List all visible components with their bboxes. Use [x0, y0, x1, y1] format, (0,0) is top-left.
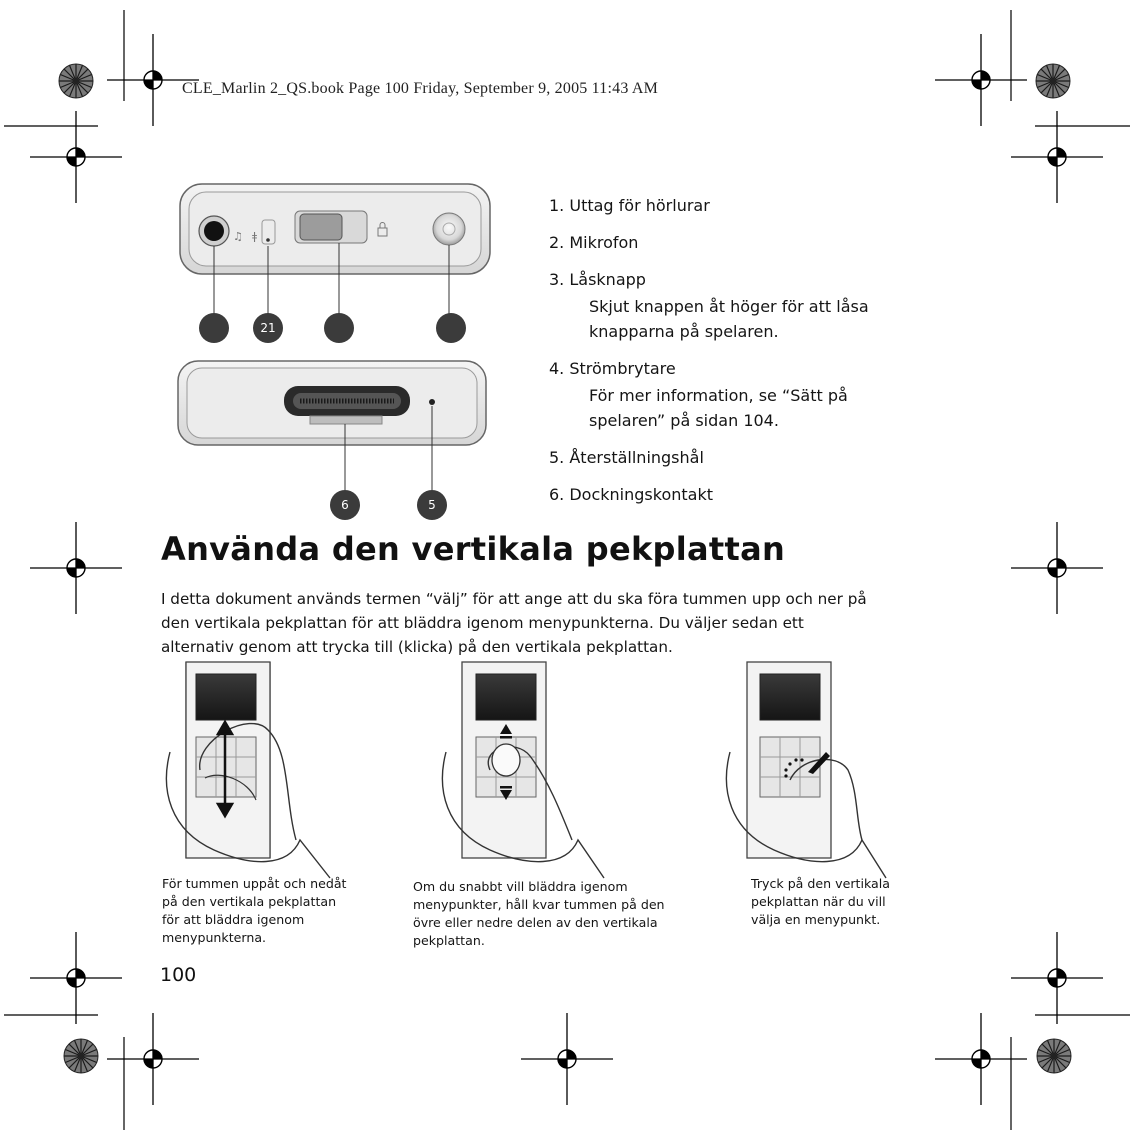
reset-hole: [429, 399, 435, 405]
crop-marks: [4, 10, 1130, 1130]
registration-crosshair-left-middle: [30, 522, 122, 614]
player-screen: [760, 674, 820, 720]
device-bottom-view: [178, 361, 486, 445]
callout-badge: [199, 313, 229, 343]
lock-switch: [295, 211, 367, 243]
page-number: 100: [160, 964, 197, 986]
caption-line: För tummen uppåt och nedåt: [162, 876, 347, 891]
registration-crosshair-header-right: [935, 34, 1027, 126]
caption-hold: [413, 878, 665, 950]
print-slug-header: CLE_Marlin 2_QS.book Page 100 Friday, September 9, 2005 11:43 AM: [182, 80, 659, 97]
caption-press: [751, 875, 890, 929]
legend-item-description: spelaren” på sidan 104.: [589, 411, 779, 430]
legend-item: 6. Dockningskontakt: [549, 485, 713, 504]
callout-badge: [436, 313, 466, 343]
player-screen: [196, 674, 256, 720]
registration-crosshair-right-middle: [1011, 522, 1103, 614]
caption-line: för att bläddra igenom: [162, 912, 305, 927]
player-screen: [476, 674, 536, 720]
registration-burst-bottom-left: [64, 1039, 98, 1073]
caption-line: Om du snabbt vill bläddra igenom: [413, 879, 628, 894]
caption-line: menypunkter, håll kvar tummen på den: [413, 897, 665, 912]
legend-item: 1. Uttag för hörlurar: [549, 196, 710, 215]
section-intro: [161, 587, 961, 659]
callout-badges-top: [199, 313, 466, 343]
registration-crosshair-footer-center: [521, 1013, 613, 1105]
device-top-view: [180, 184, 490, 274]
caption-swipe: [162, 875, 347, 947]
callout-badge-label: 6: [341, 498, 349, 512]
registration-crosshair-footer-left: [107, 1013, 199, 1105]
registration-burst-top-left: [59, 64, 93, 98]
registration-crosshair-left-top: [30, 111, 122, 203]
registration-crosshair-footer-right: [935, 1013, 1027, 1105]
registration-crosshair-right-top: [1011, 111, 1103, 203]
callout-badge-label: 5: [428, 498, 436, 512]
registration-burst-bottom-right: [1037, 1039, 1071, 1073]
headphone-icon: ♫: [233, 230, 243, 243]
legend-item: 4. Strömbrytare: [549, 359, 676, 378]
caption-line: övre eller nedre delen av den vertikala: [413, 915, 658, 930]
section-title: Använda den vertikala pekplattan: [161, 530, 786, 568]
legend-item: 5. Återställningshål: [549, 448, 704, 467]
legend-item: 2. Mikrofon: [549, 233, 639, 252]
intro-line: den vertikala pekplattan för att bläddra igenom menypunkterna. Du väljer sedan ett: [161, 614, 804, 632]
callout-badge-label: 21: [260, 321, 276, 335]
illustration-hold: [442, 662, 604, 878]
legend-item-description: knapparna på spelaren.: [589, 322, 779, 341]
registration-crosshair-left-bottom: [30, 932, 122, 1024]
callout-badge: [324, 313, 354, 343]
caption-line: pekplattan när du vill: [751, 894, 886, 909]
registration-crosshair-right-bottom: [1011, 932, 1103, 1024]
callout-badges-bottom: [330, 490, 447, 520]
headphone-jack: [199, 216, 229, 246]
keypad: [760, 737, 820, 797]
caption-line: välja en menypunkt.: [751, 912, 881, 927]
caption-line: pekplattan.: [413, 933, 485, 948]
intro-line: I detta dokument används termen “välj” för att ange att du ska föra tummen upp och ner på: [161, 590, 867, 608]
caption-line: menypunkterna.: [162, 930, 267, 945]
legend-item-description: För mer information, se “Sätt på: [589, 386, 848, 405]
caption-line: på den vertikala pekplattan: [162, 894, 337, 909]
intro-line: alternativ genom att trycka till (klicka) på den vertikala pekplattan.: [161, 638, 673, 656]
power-button: [433, 213, 465, 245]
legend-item-description: Skjut knappen åt höger för att låsa: [589, 297, 869, 316]
registration-burst-top-right: [1036, 64, 1070, 98]
illustration-swipe: [166, 662, 330, 878]
caption-line: Tryck på den vertikala: [751, 876, 890, 891]
legend-item: 3. Låsknapp: [549, 270, 646, 289]
illustration-press: [726, 662, 886, 878]
microphone-icon: ǂ: [252, 230, 258, 243]
